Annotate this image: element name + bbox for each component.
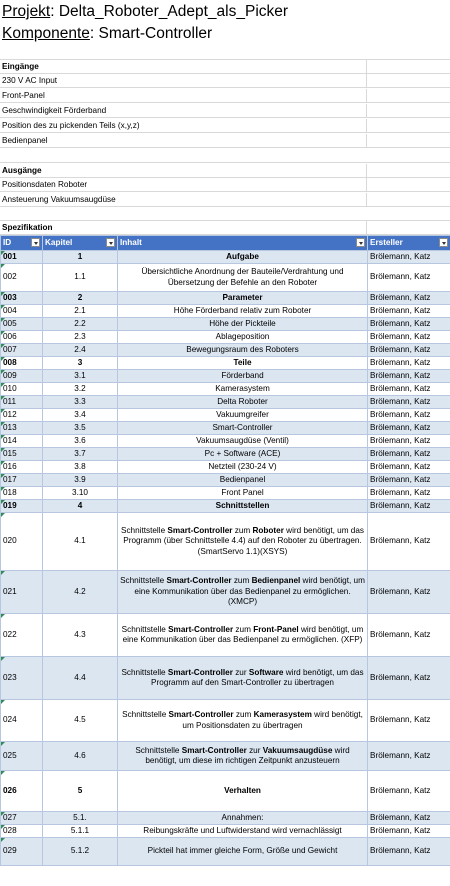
table-row xyxy=(1,657,450,700)
cell-inhalt[interactable]: Smart-Controller xyxy=(118,422,368,435)
inhalt-part: Roboter xyxy=(252,525,284,535)
cell-kapitel[interactable]: 2.1 xyxy=(43,305,118,318)
cell-id[interactable]: 008 xyxy=(1,357,43,370)
cell-kapitel[interactable]: 1 xyxy=(43,251,118,264)
cell-inhalt[interactable]: Bewegungsraum des Roboters xyxy=(118,344,368,357)
cell-id[interactable]: 005 xyxy=(1,318,43,331)
blank-row xyxy=(0,149,450,163)
table-row xyxy=(1,331,450,344)
cell-inhalt[interactable]: Front Panel xyxy=(118,487,368,500)
cell-kapitel[interactable]: 3 xyxy=(43,357,118,370)
table-row xyxy=(1,838,450,866)
cell-ersteller[interactable]: Brölemann, Katz xyxy=(368,251,450,264)
cell-inhalt[interactable]: Verhalten xyxy=(118,771,368,812)
cell-id[interactable]: 025 xyxy=(1,742,43,771)
cell-kapitel[interactable]: 3.5 xyxy=(43,422,118,435)
cell-id[interactable]: 024 xyxy=(1,700,43,742)
table-row xyxy=(1,318,450,331)
inhalt-part: zur xyxy=(246,745,263,755)
cell-id[interactable]: 014 xyxy=(1,435,43,448)
cell-ersteller[interactable]: Brölemann, Katz xyxy=(368,487,450,500)
cell-ersteller[interactable]: Brölemann, Katz xyxy=(368,331,450,344)
cell-ersteller[interactable]: Brölemann, Katz xyxy=(368,264,450,292)
table-row xyxy=(1,435,450,448)
cell-inhalt[interactable]: Reibungskräfte und Luftwiderstand wird vernachlässigt xyxy=(118,825,368,838)
inhalt-part: Smart-Controller xyxy=(168,624,234,634)
col-header-ersteller[interactable]: Ersteller xyxy=(368,236,450,251)
inhalt-part: Software xyxy=(248,667,284,677)
inhalt-part: wird benötigt, um Positionsdaten zu übertragen xyxy=(182,710,363,730)
inhalt-part: Schnittstelle xyxy=(120,576,167,586)
cell-kapitel[interactable]: 4.6 xyxy=(43,742,118,771)
cell-inhalt[interactable]: Vakuumsaugdüse (Ventil) xyxy=(118,435,368,448)
cell-inhalt[interactable]: Netzteil (230-24 V) xyxy=(118,461,368,474)
cell-id[interactable]: 009 xyxy=(1,370,43,383)
cell-ersteller[interactable]: Brölemann, Katz xyxy=(368,571,450,614)
table-row xyxy=(1,409,450,422)
table-row xyxy=(1,571,450,614)
cell-ersteller[interactable]: Brölemann, Katz xyxy=(368,344,450,357)
filter-dropdown-icon[interactable] xyxy=(106,238,115,247)
output-item: Ansteuerung Vakuumsaugdüse xyxy=(0,193,450,207)
cell-kapitel[interactable]: 5.1. xyxy=(43,812,118,825)
cell-ersteller[interactable]: Brölemann, Katz xyxy=(368,396,450,409)
cell-id[interactable]: 013 xyxy=(1,422,43,435)
project-label: Projekt xyxy=(2,3,51,20)
cell-ersteller[interactable]: Brölemann, Katz xyxy=(368,474,450,487)
cell-ersteller[interactable]: Brölemann, Katz xyxy=(368,461,450,474)
col-header-id[interactable]: ID xyxy=(1,236,43,251)
inhalt-part: Schnittstelle xyxy=(122,710,169,720)
cell-id[interactable]: 012 xyxy=(1,409,43,422)
inhalt-part: zum xyxy=(232,525,253,535)
inhalt-part: zum xyxy=(231,576,252,586)
cell-inhalt[interactable]: Parameter xyxy=(118,292,368,305)
cell-id[interactable]: 029 xyxy=(1,838,43,866)
cell-ersteller[interactable]: Brölemann, Katz xyxy=(368,357,450,370)
table-row xyxy=(1,500,450,513)
inhalt-part: wird benötigt, um eine Kommunikation über das Bedienpanel zu ermöglichen. (XFP) xyxy=(122,624,364,644)
input-item: Geschwindigkeit Förderband xyxy=(0,104,450,118)
table-row xyxy=(1,614,450,657)
cell-inhalt[interactable] xyxy=(118,657,368,700)
cell-kapitel[interactable]: 3.8 xyxy=(43,461,118,474)
cell-ersteller[interactable]: Brölemann, Katz xyxy=(368,500,450,513)
inhalt-part: zum xyxy=(233,624,254,634)
cell-id[interactable]: 028 xyxy=(1,825,43,838)
outputs-heading: Ausgänge xyxy=(0,164,450,178)
spec-table xyxy=(0,235,450,866)
cell-id[interactable]: 018 xyxy=(1,487,43,500)
cell-kapitel[interactable]: 2.4 xyxy=(43,344,118,357)
table-row xyxy=(1,812,450,825)
cell-inhalt[interactable]: Pc + Software (ACE) xyxy=(118,448,368,461)
component-title xyxy=(2,24,212,44)
cell-inhalt[interactable]: Schnittstellen xyxy=(118,500,368,513)
cell-inhalt[interactable]: Teile xyxy=(118,357,368,370)
cell-id[interactable]: 011 xyxy=(1,396,43,409)
filter-dropdown-icon[interactable] xyxy=(356,238,365,247)
table-row xyxy=(1,771,450,812)
inputs-heading: Eingänge xyxy=(0,60,450,74)
cell-id[interactable]: 015 xyxy=(1,448,43,461)
cell-inhalt[interactable] xyxy=(118,571,368,614)
cell-id[interactable]: 001 xyxy=(1,251,43,264)
cell-ersteller[interactable]: Brölemann, Katz xyxy=(368,614,450,657)
table-row xyxy=(1,513,450,571)
cell-inhalt[interactable] xyxy=(118,614,368,657)
table-row xyxy=(1,742,450,771)
cell-id[interactable]: 002 xyxy=(1,264,43,292)
cell-ersteller[interactable]: Brölemann, Katz xyxy=(368,742,450,771)
cell-inhalt[interactable]: Kamerasystem xyxy=(118,383,368,396)
cell-ersteller[interactable]: Brölemann, Katz xyxy=(368,771,450,812)
cell-id[interactable]: 023 xyxy=(1,657,43,700)
inhalt-part: wird benötigt, um das Programm (über Schnittstelle 4.4) auf den Roboter zu übertragen. (SmartServo 1.1)(XSYS) xyxy=(123,525,364,556)
inhalt-part: wird benötigt, um eine Kommunikation über das Bedienpanel zu ermöglichen. (XMCP) xyxy=(134,576,365,607)
inhalt-part: Front-Panel xyxy=(253,624,299,634)
table-row xyxy=(1,422,450,435)
component-value: : Smart-Controller xyxy=(89,25,213,42)
cell-kapitel[interactable]: 4.5 xyxy=(43,700,118,742)
cell-kapitel[interactable]: 3.1 xyxy=(43,370,118,383)
cell-inhalt[interactable]: Förderband xyxy=(118,370,368,383)
table-row xyxy=(1,264,450,292)
table-row xyxy=(1,370,450,383)
cell-kapitel[interactable]: 3.7 xyxy=(43,448,118,461)
cell-ersteller[interactable]: Brölemann, Katz xyxy=(368,825,450,838)
table-row xyxy=(1,825,450,838)
table-row xyxy=(1,461,450,474)
table-row xyxy=(1,448,450,461)
cell-inhalt[interactable]: Höhe der Pickteile xyxy=(118,318,368,331)
cell-ersteller[interactable]: Brölemann, Katz xyxy=(368,318,450,331)
cell-id[interactable]: 003 xyxy=(1,292,43,305)
cell-inhalt[interactable]: Übersichtliche Anordnung der Bauteile/Verdrahtung und Übersetzung der Befehle an den Roboter xyxy=(118,264,368,292)
filter-dropdown-icon[interactable] xyxy=(31,238,40,247)
cell-kapitel[interactable]: 3.9 xyxy=(43,474,118,487)
inhalt-part: Smart-Controller xyxy=(168,710,234,720)
table-row xyxy=(1,305,450,318)
cell-kapitel[interactable]: 2.2 xyxy=(43,318,118,331)
cell-id[interactable]: 017 xyxy=(1,474,43,487)
cell-inhalt[interactable]: Bedienpanel xyxy=(118,474,368,487)
cell-ersteller[interactable]: Brölemann, Katz xyxy=(368,838,450,866)
cell-kapitel[interactable]: 5 xyxy=(43,771,118,812)
col-header-kapitel[interactable]: Kapitel xyxy=(43,236,118,251)
cell-kapitel[interactable]: 3.4 xyxy=(43,409,118,422)
table-row xyxy=(1,396,450,409)
cell-id[interactable]: 019 xyxy=(1,500,43,513)
blank-row xyxy=(0,46,450,60)
cell-id[interactable]: 016 xyxy=(1,461,43,474)
cell-ersteller[interactable]: Brölemann, Katz xyxy=(368,448,450,461)
cell-ersteller[interactable]: Brölemann, Katz xyxy=(368,383,450,396)
inhalt-part: zur xyxy=(232,667,249,677)
cell-id[interactable]: 022 xyxy=(1,614,43,657)
cell-ersteller[interactable]: Brölemann, Katz xyxy=(368,657,450,700)
project-value: : Delta_Roboter_Adept_als_Picker xyxy=(50,3,289,20)
cell-kapitel[interactable]: 4.3 xyxy=(43,614,118,657)
cell-id[interactable]: 021 xyxy=(1,571,43,614)
cell-inhalt[interactable]: Aufgabe xyxy=(118,251,368,264)
table-row xyxy=(1,251,450,264)
cell-inhalt[interactable]: Vakuumgreifer xyxy=(118,409,368,422)
cell-ersteller[interactable]: Brölemann, Katz xyxy=(368,409,450,422)
cell-id[interactable]: 027 xyxy=(1,812,43,825)
filter-dropdown-icon[interactable] xyxy=(439,238,448,247)
cell-id[interactable]: 006 xyxy=(1,331,43,344)
inhalt-part: Smart-Controller xyxy=(181,745,247,755)
inhalt-part: Schnittstelle xyxy=(120,525,168,535)
inhalt-part: Smart-Controller xyxy=(167,525,233,535)
inhalt-part: wird benötigt, um das Programm auf den Smart-Controller zu übertragen xyxy=(151,667,364,687)
inhalt-part: Schnittstelle xyxy=(121,624,169,634)
blank-row xyxy=(0,207,450,221)
table-row xyxy=(1,474,450,487)
cell-kapitel[interactable]: 4.2 xyxy=(43,571,118,614)
cell-kapitel[interactable]: 3.10 xyxy=(43,487,118,500)
cell-kapitel[interactable]: 2.3 xyxy=(43,331,118,344)
cell-id[interactable]: 007 xyxy=(1,344,43,357)
table-row xyxy=(1,487,450,500)
spec-heading: Spezifikation xyxy=(0,221,450,235)
table-row xyxy=(1,344,450,357)
cell-ersteller[interactable]: Brölemann, Katz xyxy=(368,370,450,383)
cell-kapitel[interactable]: 1.1 xyxy=(43,264,118,292)
cell-kapitel[interactable]: 3.6 xyxy=(43,435,118,448)
cell-ersteller[interactable]: Brölemann, Katz xyxy=(368,435,450,448)
table-row xyxy=(1,292,450,305)
cell-kapitel[interactable]: 4.4 xyxy=(43,657,118,700)
spec-body xyxy=(1,251,450,866)
project-title xyxy=(2,2,288,22)
cell-ersteller[interactable]: Brölemann, Katz xyxy=(368,422,450,435)
cell-inhalt[interactable]: Annahmen: xyxy=(118,812,368,825)
input-item: 230 V AC Input xyxy=(0,74,450,88)
cell-kapitel[interactable]: 5.1.1 xyxy=(43,825,118,838)
inhalt-part: Kamerasystem xyxy=(253,710,312,720)
inhalt-part: Schnittstelle xyxy=(121,667,168,677)
table-row xyxy=(1,383,450,396)
col-header-inhalt[interactable]: Inhalt xyxy=(118,236,368,251)
cell-kapitel[interactable]: 4 xyxy=(43,500,118,513)
input-item: Position des zu pickenden Teils (x,y,z) xyxy=(0,119,450,133)
inhalt-part: zum xyxy=(233,710,254,720)
cell-id[interactable]: 004 xyxy=(1,305,43,318)
table-row xyxy=(1,357,450,370)
inhalt-part: Bedienpanel xyxy=(251,576,301,586)
cell-inhalt[interactable] xyxy=(118,700,368,742)
cell-inhalt[interactable]: Höhe Förderband relativ zum Roboter xyxy=(118,305,368,318)
table-row xyxy=(1,700,450,742)
cell-id[interactable]: 026 xyxy=(1,771,43,812)
cell-ersteller[interactable]: Brölemann, Katz xyxy=(368,700,450,742)
input-item: Bedienpanel xyxy=(0,134,450,148)
cell-inhalt[interactable]: Delta Roboter xyxy=(118,396,368,409)
cell-inhalt[interactable]: Ablageposition xyxy=(118,331,368,344)
cell-kapitel[interactable]: 3.2 xyxy=(43,383,118,396)
cell-inhalt[interactable]: Pickteil hat immer gleiche Form, Größe und Gewicht xyxy=(118,838,368,866)
cell-kapitel[interactable]: 4.1 xyxy=(43,513,118,571)
input-item: Front-Panel xyxy=(0,89,450,103)
cell-ersteller[interactable]: Brölemann, Katz xyxy=(368,513,450,571)
cell-kapitel[interactable]: 2 xyxy=(43,292,118,305)
component-label: Komponente xyxy=(2,25,90,42)
cell-ersteller[interactable]: Brölemann, Katz xyxy=(368,812,450,825)
output-item: Positionsdaten Roboter xyxy=(0,178,450,192)
inhalt-part: Vakuumsaugdüse xyxy=(262,745,333,755)
cell-ersteller[interactable]: Brölemann, Katz xyxy=(368,305,450,318)
inhalt-part: Schnittstelle xyxy=(135,745,182,755)
cell-id[interactable]: 010 xyxy=(1,383,43,396)
cell-inhalt[interactable] xyxy=(118,742,368,771)
cell-id[interactable]: 020 xyxy=(1,513,43,571)
inhalt-part: Smart-Controller xyxy=(166,576,232,586)
cell-inhalt[interactable] xyxy=(118,513,368,571)
spec-header-row xyxy=(1,236,450,251)
cell-ersteller[interactable]: Brölemann, Katz xyxy=(368,292,450,305)
inhalt-part: Smart-Controller xyxy=(167,667,233,677)
cell-kapitel[interactable]: 3.3 xyxy=(43,396,118,409)
cell-kapitel[interactable]: 5.1.2 xyxy=(43,838,118,866)
inhalt-part: wird benötigt, um diese im richtigen Zeitpunkt anzusteuern xyxy=(145,745,350,765)
